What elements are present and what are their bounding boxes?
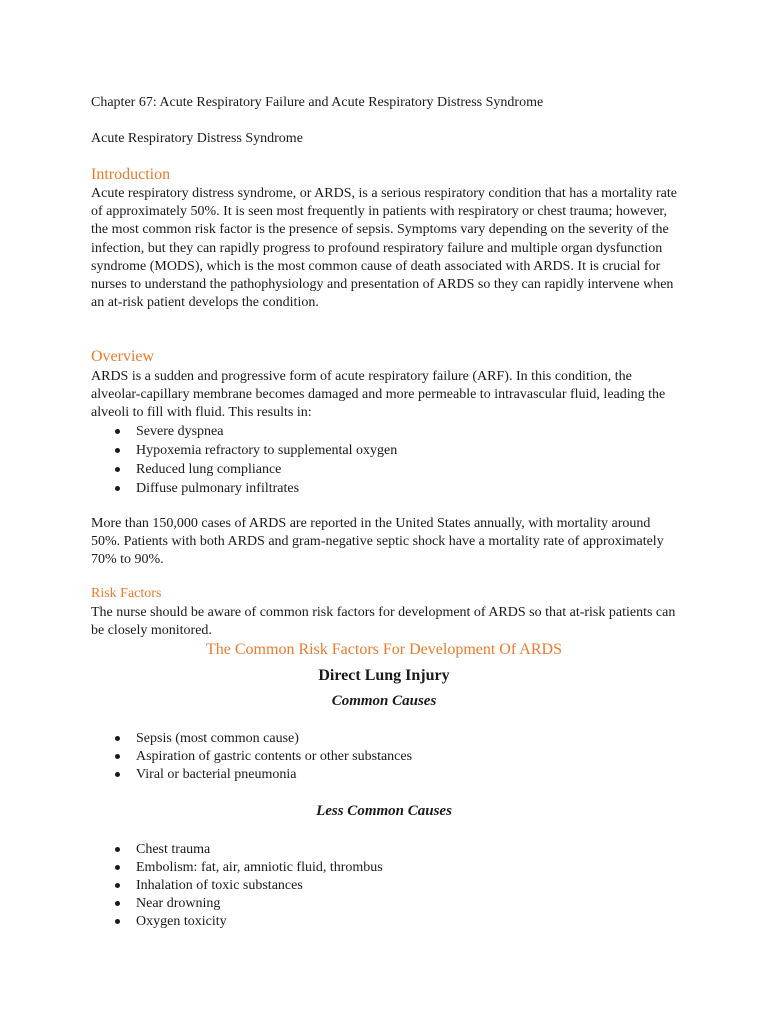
list-item: Viral or bacterial pneumonia	[91, 766, 412, 784]
list-item: Chest trauma	[91, 841, 383, 859]
introduction-paragraph: Acute respiratory distress syndrome, or ARDS, is a serious respiratory condition that has a mortality rate of approximately 50%. It is seen most frequently in patients with respiratory or chest trauma; however, the most common risk factor is the presence of sepsis. Symptoms vary depending on the severity of the infection, but they can rapidly progress to profound respiratory failure and multiple organ dysfunction syndrome (MODS), which is the most common cause of death associated with ARDS. It is crucial for nurses to understand the pathophysiology and presentation of ARDS so they can rapidly intervene when an at-risk patient develops the condition.	[91, 186, 677, 311]
overview-symptom-list	[91, 422, 397, 498]
list-item: Severe dyspnea	[91, 422, 397, 441]
list-item: Inhalation of toxic substances	[91, 877, 383, 895]
bullet-icon	[115, 448, 120, 453]
section-subtitle: Acute Respiratory Distress Syndrome	[91, 131, 303, 146]
bullet-icon	[115, 847, 120, 852]
bullet-icon	[115, 429, 120, 434]
list-item: Embolism: fat, air, amniotic fluid, thrombus	[91, 859, 383, 877]
list-item: Sepsis (most common cause)	[91, 730, 412, 748]
common-causes-list	[91, 730, 412, 784]
risk-factors-paragraph: The nurse should be aware of common risk factors for development of ARDS so that at-risk patients can be closely monitored.	[91, 605, 676, 639]
list-item: Near drowning	[91, 895, 383, 913]
bullet-icon	[115, 754, 120, 759]
list-item: Oxygen toxicity	[91, 913, 383, 931]
less-common-causes-heading: Less Common Causes	[316, 803, 452, 819]
introduction-heading: Introduction	[91, 166, 171, 183]
overview-statistics-paragraph: More than 150,000 cases of ARDS are reported in the United States annually, with mortality around 50%. Patients with both ARDS and gram-negative septic shock have a mortality rate of approximately 70% to 90%.	[91, 516, 664, 568]
chapter-title: Chapter 67: Acute Respiratory Failure and Acute Respiratory Distress Syndrome	[91, 95, 544, 110]
risk-table-title: The Common Risk Factors For Development Of ARDS	[206, 641, 562, 658]
common-causes-heading: Common Causes	[331, 693, 437, 709]
bullet-icon	[115, 772, 120, 777]
less-common-causes-list	[91, 841, 383, 931]
list-item: Hypoxemia refractory to supplemental oxygen	[91, 441, 397, 460]
bullet-icon	[115, 865, 120, 870]
list-item: Diffuse pulmonary infiltrates	[91, 479, 397, 498]
bullet-icon	[115, 883, 120, 888]
risk-group-title: Direct Lung Injury	[318, 667, 450, 684]
bullet-icon	[115, 901, 120, 906]
bullet-icon	[115, 919, 120, 924]
list-item: Aspiration of gastric contents or other substances	[91, 748, 412, 766]
risk-factors-heading: Risk Factors	[91, 586, 162, 601]
list-item: Reduced lung compliance	[91, 460, 397, 479]
bullet-icon	[115, 486, 120, 491]
bullet-icon	[115, 467, 120, 472]
bullet-icon	[115, 736, 120, 741]
overview-paragraph: ARDS is a sudden and progressive form of acute respiratory failure (ARF). In this condition, the alveolar-capillary membrane becomes damaged and more permeable to intravascular fluid, leading the alveoli to fill with fluid. This results in:	[91, 369, 666, 421]
overview-heading: Overview	[91, 348, 155, 365]
